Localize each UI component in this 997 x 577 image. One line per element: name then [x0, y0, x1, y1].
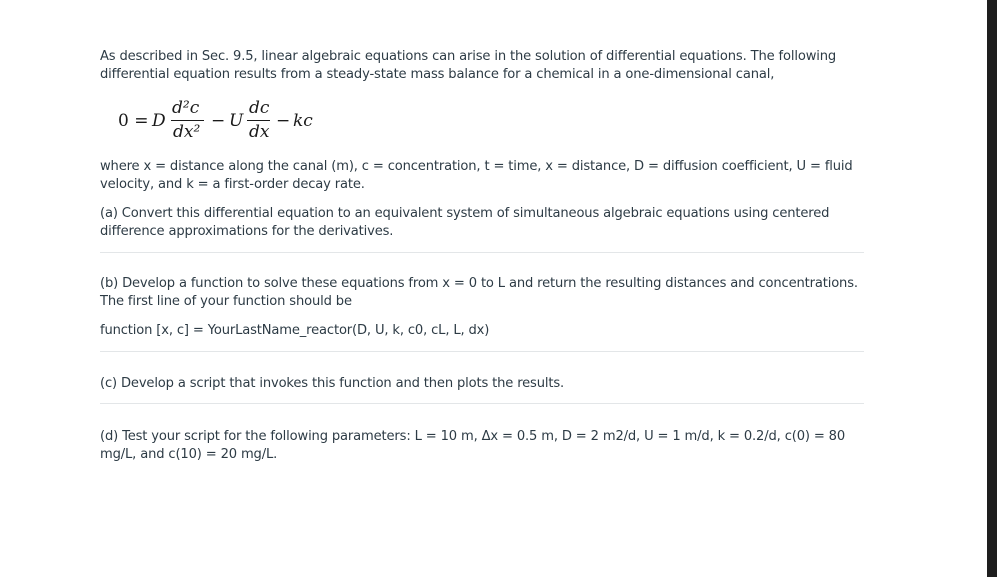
equation-lhs: 0 = [118, 111, 149, 131]
question-content [100, 48, 864, 464]
part-c-paragraph: (c) Develop a script that invokes this function and then plots the results. [100, 376, 565, 391]
part-b-paragraph: (b) Develop a function to solve these equations from x = 0 to L and return the resulting distances and concentrations. The first line of your function should be [100, 276, 858, 309]
equation-u-coefficient: U [229, 111, 244, 131]
equation-d-coefficient: D [152, 111, 166, 131]
equation-decay-term: kc [293, 111, 313, 131]
equation-numerator-first-derivative: dc [249, 98, 270, 118]
fraction-bar-1 [171, 120, 204, 121]
part-a-paragraph: (a) Convert this differential equation to an equivalent system of simultaneous algebraic equations using centered difference approximations for the derivatives. [100, 206, 830, 239]
window-edge-bar [987, 0, 997, 577]
divider-3 [100, 403, 864, 404]
divider-2 [100, 351, 864, 352]
equation-minus-1: − [211, 111, 226, 131]
part-d-paragraph: (d) Test your script for the following parameters: L = 10 m, Δx = 0.5 m, D = 2 m2/d, U = 1 m/d, k = 0.2/d, c(0) = 80 mg/L, and c(10) = 20 mg/L. [100, 429, 846, 462]
intro-paragraph: As described in Sec. 9.5, linear algebraic equations can arise in the solution of differential equations. The following differential equation results from a steady-state mass balance for a chemical in a one-dimensional canal, [100, 49, 837, 82]
differential-equation [100, 98, 864, 146]
equation-denominator-second-derivative: dx² [173, 122, 201, 142]
fraction-bar-2 [247, 120, 270, 121]
where-paragraph: where x = distance along the canal (m), c = concentration, t = time, x = distance, D = diffusion coefficient, U = fluid velocity, and k = a first-order decay rate. [100, 159, 853, 192]
equation-numerator-second-derivative: d²c [172, 98, 200, 118]
equation-minus-2: − [276, 111, 291, 131]
divider-1 [100, 252, 864, 253]
equation-denominator-first-derivative: dx [249, 122, 270, 142]
function-signature: function [x, c] = YourLastName_reactor(D, U, k, c0, cL, L, dx) [100, 323, 490, 338]
